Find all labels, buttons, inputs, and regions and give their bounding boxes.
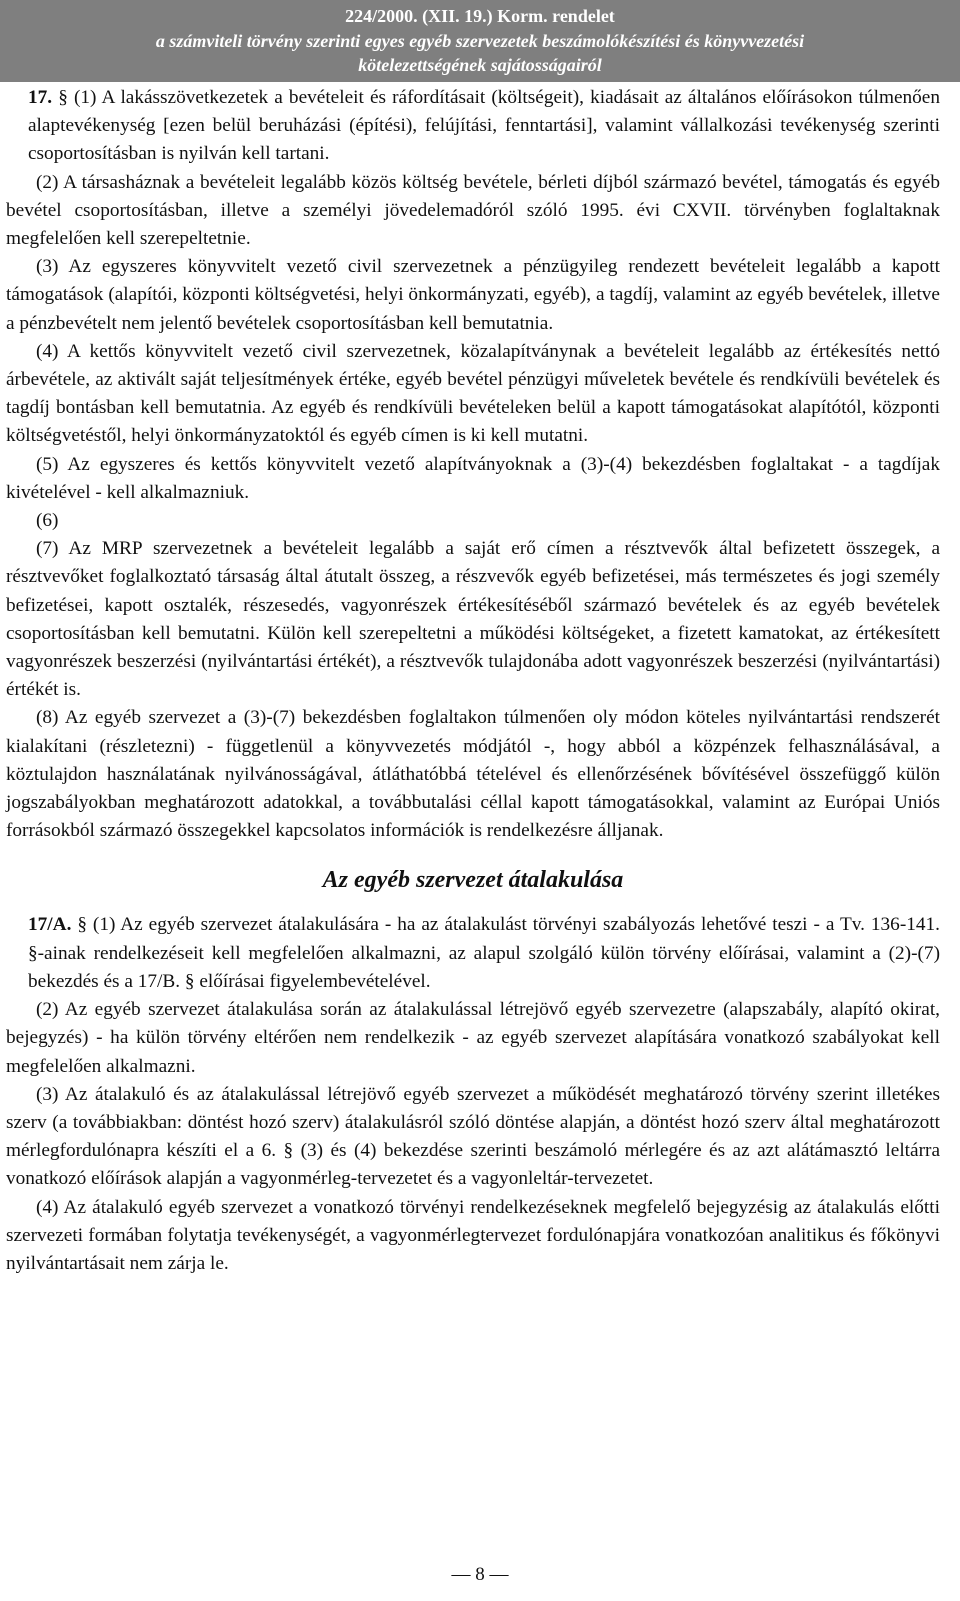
header-subject-line-2: kötelezettségének sajátosságairól [358,55,602,75]
footer-dash: — [451,1564,476,1585]
article-17-paragraph-4: (4) A kettős könyvvitelt vezető civil szervezetnek, közalapítványnak a bevételeit legalább az értékesítés nettó árbevétele, az aktivált saját teljesítmények értéke, egyéb bevétel pénzügyi műveletek bevétele és rendkívüli bevételek és tagdíj bontásban kell bemutatnia. Az egyéb és rendkívüli bevételeken belül a kapott támogatásokat alapítótól, központi költségvetéstől, helyi önkormányzatoktól és egyéb címen is ki kell mutatni. [6,340,940,447]
article-17a-paragraph-1 [6,911,940,996]
article-17-paragraph-5: (5) Az egyszeres és kettős könyvvitelt vezető alapítványoknak a (3)-(4) bekezdésben foglaltakat - a tagdíjak kivételével - kell alkalmazniuk. [6,453,940,503]
article-17-paragraph-1-text: (1) A lakásszövetkezetek a bevételeit és ráfordításait (költségeit), kiadásait az általános előírásokon túlmenően alaptevékenység [ezen belül beruházási (építési), felújítási, fenntartási], valamint vállalkozási tevékenység szerinti csoportosításban is nyilván kell tartani. [28,87,941,165]
section-heading: Az egyéb szervezet átalakulása [322,867,624,894]
page-number: 8 [475,1564,485,1585]
article-17-paragraph-8: (8) Az egyéb szervezet a (3)-(7) bekezdésben foglaltakon túlmenően oly módon köteles nyilvántartási rendszerét kialakítani (részletezni) - függetlenül a könyvvezetés módjától -, hogy abból a közpénzek felhasználásával, a köztulajdon használatának nyilvánosságával, átláthatóbbá tételével és ellenőrzésének bővítésével összefüggő külön jogszabályokban meghatározott adatokkal, a továbbutalási céllal kapott támogatásokkal, valamint az Európai Uniós forrásokból származó összegekkel kapcsolatos információk is rendelkezésre álljanak. [6,707,940,842]
header-subject-line-1: a számviteli törvény szerinti egyes egyéb szervezetek beszámolókészítési és könyvvezetési [155,30,805,51]
running-header [0,0,960,82]
section-sign: § [77,914,87,936]
section-sign: § [58,87,68,108]
article-17-paragraph-7: (7) Az MRP szervezetnek a bevételeit legalább a saját erő címen a résztvevők által befizetett összegek, a résztvevőket foglalkoztató társaság által átutalt összeg, a részvevők egyéb befizetései, más természetes és jogi személy befizetései, kapott osztalék, részesedés, vagyonrészek értékesítéséből származó bevételek és az egyéb bevételek csoportosításban kell bemutatni. Külön kell szerepeltetni a működési költségeket, a fizetett kamatokat, az értékesített vagyonrészek beszerzési (nyilvántartási értékét), a résztvevők tulajdonába adott vagyonrészek beszerzési (nyilvántartási) értékét is. [6,538,940,701]
article-17-paragraph-6: (6) [36,510,59,532]
article-17-number: 17. [28,87,53,108]
article-17-paragraph-3: (3) Az egyszeres könyvvitelt vezető civil szervezetnek a pénzügyileg rendezett bevételeit legalább a kapott támogatások (alapítói, központi költségvetési, helyi önkormányzati, egyéb), a tagdíj, valamint az egyéb bevételek, illetve a pénzbevételt nem jelentő bevételek csoportosításban kell bemutatnia. [6,256,940,334]
header-decree-title: 224/2000. (XII. 19.) Korm. rendelet [345,6,615,26]
footer-dash: — [484,1564,509,1585]
article-17a-paragraph-2: (2) Az egyéb szervezet átalakulása során az átalakulással létrejövő egyéb szervezetre (alapszabály, alapító okirat, bejegyzés) - ha külön törvény eltérően nem rendelkezik - az egyéb szervezet alapítására vonatkozó szabályokat kell megfelelően alkalmazni. [6,999,940,1077]
article-17-paragraph-2: (2) A társasháznak a bevételeit legalább közös költség bevétele, bérleti díjból származó bevétel, támogatás és egyéb bevétel csoportosításban, illetve a személyi jövedelemadóról szóló 1995. évi CXVII. törvényben foglaltaknak megfelelően kell szerepeltetnie. [6,171,940,250]
article-17a-paragraph-4: (4) Az átalakuló egyéb szervezet a vonatkozó törvényi rendelkezéseknek megfelelő bejegyzésig az átalakulás előtti szervezeti formában folytatja tevékenységét, a vagyonmérlegtervezet fordulónapjára vonatkozóan analitikus és főkönyvi nyilvántartásait nem zárja le. [6,1196,940,1274]
article-17a-paragraph-3: (3) Az átalakuló és az átalakulással létrejövő egyéb szervezet a működését meghatározó törvény szerint illetékes szerv (a továbbiakban: döntést hozó szerv) átalakulásról szóló döntése alapján, a döntést hozó szerv által meghatározott mérlegfordulónapra készíti el a 6. § (3) és (4) bekezdése szerinti beszámoló mérlegére és az azt alátámasztó leltárra vonatkozó előírások alapján a vagyonmérleg-tervezetet és a vagyonleltár-tervezetet. [6,1083,940,1190]
article-17-paragraph-1 [6,84,940,169]
page-footer [0,1564,960,1586]
article-17a-paragraph-1-text: (1) Az egyéb szervezet átalakulására - ha az átalakulást törvényi szabályozás lehetővé teszi - a Tv. 136-141. §-ainak rendelkezéseit kell megfelelően alkalmazni, az alapul szolgáló külön törvény előírásai, valamint a (2)-(7) bekezdés és a 17/B. § előírásai figyelembevételével. [28,914,940,992]
article-17a-number: 17/A. [28,914,72,936]
document-body [6,84,940,1278]
